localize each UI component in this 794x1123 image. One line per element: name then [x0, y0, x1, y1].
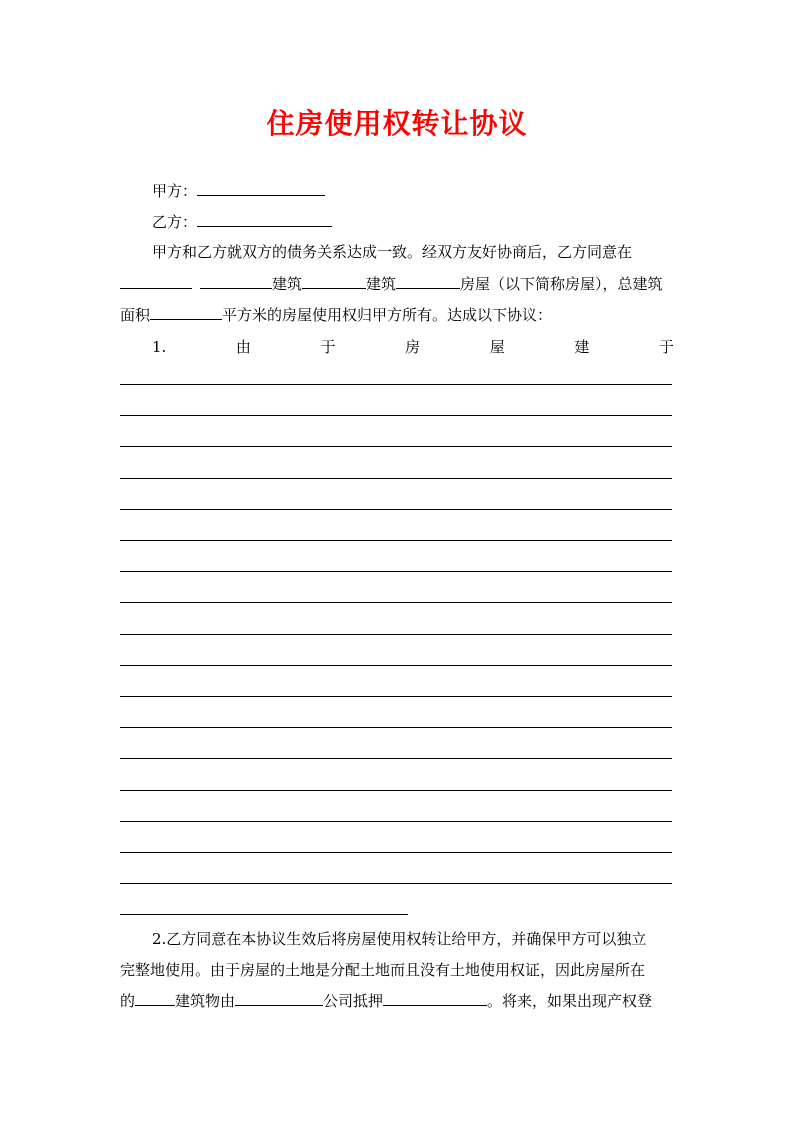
blank-rule — [120, 478, 672, 479]
blank-rule — [120, 852, 672, 853]
party-b-blank — [197, 212, 332, 227]
para1-house-text: 房屋（以下简称房屋），总建筑 — [460, 275, 663, 293]
para1-line1: 甲方和乙方就双方的债务关系达成一致。经双方友好协商后，乙方同意在 — [152, 243, 633, 261]
para1-building-2: 建筑 — [366, 275, 397, 293]
blank-rule — [120, 758, 672, 759]
clause1-heading — [152, 337, 674, 357]
para2-line3 — [120, 991, 652, 1011]
para1-blank-2 — [200, 274, 272, 289]
para1-area-blank — [150, 305, 222, 320]
para1-blank-4 — [396, 274, 460, 289]
blank-rule — [120, 571, 672, 572]
para2-line1: 2.乙方同意在本协议生效后将房屋使用权转让给甲方，并确保甲方可以独立 — [152, 930, 647, 948]
para1-line3 — [120, 305, 552, 325]
blank-rule — [120, 821, 672, 822]
para2-blank-1 — [135, 991, 175, 1006]
blank-rule — [120, 415, 672, 416]
para1-area-label: 面积 — [120, 306, 151, 324]
clause1-char: 于 — [658, 338, 674, 356]
para2-building-text: 建筑物由 — [175, 992, 236, 1010]
para2-future-text: 。将来，如果出现产权登 — [487, 992, 653, 1010]
blank-rule — [120, 665, 672, 666]
para2-mortgage-text: 公司抵押 — [323, 992, 384, 1010]
clause1-char: 建 — [574, 338, 590, 356]
para1-blank-3 — [302, 274, 366, 289]
blank-rule — [120, 883, 672, 884]
blank-rule — [120, 696, 672, 697]
clause1-char: 于 — [320, 338, 336, 356]
clause1-char: 房 — [405, 338, 421, 356]
para2-line2: 完整地使用。由于房屋的土地是分配土地而且没有土地使用权证，因此房屋所在 — [120, 961, 646, 979]
party-b-line — [152, 212, 332, 232]
blank-rule — [120, 540, 672, 541]
blank-rule-short — [120, 914, 408, 915]
clause1-char: 屋 — [489, 338, 505, 356]
blank-rule — [120, 634, 672, 635]
para2-blank-3 — [383, 991, 487, 1006]
party-a-blank — [197, 181, 325, 196]
document-title: 住房使用权转让协议 — [266, 107, 528, 140]
blank-rule — [120, 384, 672, 385]
para1-area-text: 平方米的房屋使用权归甲方所有。达成以下协议： — [222, 306, 553, 324]
para1-blank-1 — [120, 274, 192, 289]
blank-rule — [120, 727, 672, 728]
blank-rule — [120, 602, 672, 603]
blank-rule — [120, 509, 672, 510]
blank-rule — [120, 790, 672, 791]
para1-building-1: 建筑 — [272, 275, 303, 293]
clause1-char: 由 — [235, 338, 251, 356]
clause1-char: 1. — [152, 338, 167, 356]
party-b-label: 乙方： — [152, 213, 198, 231]
para2-blank-2 — [235, 991, 323, 1006]
party-a-line — [152, 181, 325, 201]
para2-de: 的 — [120, 992, 136, 1010]
party-a-label: 甲方： — [152, 182, 198, 200]
blank-rule — [120, 446, 672, 447]
para1-line2 — [120, 274, 663, 294]
